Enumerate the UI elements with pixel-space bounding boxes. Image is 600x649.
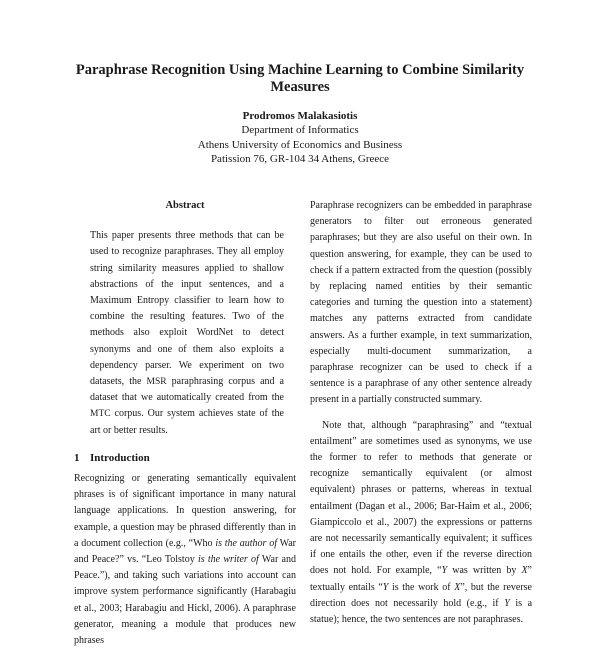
abstract-text xyxy=(74,228,296,439)
section-number: 1 xyxy=(74,451,80,464)
abstract-text-part: corpus. Our system achieves state of the art or better results. xyxy=(90,408,284,436)
intro-text-part: Recognizing or generating semantically equivalent phrases is of significant importance in many natural language applications. In question answering, for example, a question may be phrased differently than in a document collection (e.g., “Who xyxy=(74,473,296,549)
math-var-y: Y xyxy=(382,581,389,593)
author-address: Patission 76, GR-104 34 Athens, Greece xyxy=(210,153,390,166)
msr-acronym: MSR xyxy=(146,377,167,388)
author-name: Prodromos Malakasiotis xyxy=(242,110,358,122)
para-text-part: is the work of xyxy=(388,581,455,593)
right-paragraph-1: Paraphrase recognizers can be embedded in paraphrase generators to filter out erroneous generated paraphrases; but they are also useful on their own. In question answering, for example, they can be used to check if a pattern extracted from the question (possibly by replacing named entities by their semantic categories and turning the question into a statement) matches any patterns extracted from candidate answers. As a further example, in text summarization, especially multi-document summarization, a paraphrase recognizer can be used to check if a sentence is a paraphrase of any other sentence already present in a partially constructed summary. xyxy=(310,200,532,406)
math-var-x: X xyxy=(454,581,461,593)
right-column xyxy=(310,198,532,628)
author-university: Athens University of Economics and Business xyxy=(197,138,403,151)
intro-text-part: War and Peace.”), and taking such variations into account can improve system performance significantly (Harabagiu et al., 2003; Harabagiu and Hickl, 2006). A paraphrase generator, meaning a module that produces new phrases xyxy=(74,554,296,647)
para-text-part: ”, but the reverse direction does not necessarily hold (e.g., if xyxy=(310,581,532,609)
math-var-y: Y xyxy=(441,565,448,577)
paper-title: Paraphrase Recognition Using Machine Learning to Combine Similarity Measures xyxy=(75,62,525,95)
para-text-part: is a statue); hence, the two sentences are not paraphrases. xyxy=(310,597,533,626)
abstract-heading: Abstract xyxy=(165,200,205,211)
para-text-part: Note that, although “paraphrasing” and “textual entailment” are sometimes used as synonyms, we use the former to refer to methods that generate or recognize semantically equivalent (or almost equivalent) phrases or patterns, whereas in textual entailment (Dagan et al., 2006; Bar-Haim et al., 2006; Giampiccolo et al., 2007) the expressions or patterns are not necessarily semantically equivalent; it suffices if one entails the other, even if the reverse direction does not hold. For example, “ xyxy=(310,419,532,577)
abstract-text-part: This paper presents three methods that can be used to recognize paraphrases. They all employ string similarity measures applied to shallow abstractions of the input sentences, and a Maximum Entropy classifier to learn how to combine the resulting features. Two of the methods also exploit WordNet to detect synonyms and one of them also exploits a dependency parser. We experiment on two datasets, the xyxy=(90,230,284,388)
mtc-acronym: MTC xyxy=(90,409,111,420)
abstract-text-part: paraphrasing corpus and a dataset that we automatically created from the xyxy=(90,376,285,404)
math-var-x: X xyxy=(521,565,528,577)
introduction-paragraph xyxy=(74,471,296,649)
introduction-heading xyxy=(74,450,296,466)
intro-italic-phrase: is the author of xyxy=(215,537,277,549)
author-department: Department of Informatics xyxy=(241,124,359,137)
author-block xyxy=(100,109,500,167)
intro-text-part: War and Peace?” vs. “Leo Tolstoy xyxy=(74,537,296,566)
para-text-part: ” textually entails “ xyxy=(310,565,532,593)
right-paragraph-2 xyxy=(310,418,532,629)
section-title: Introduction xyxy=(90,451,150,464)
para-text-part: was written by xyxy=(447,565,522,577)
left-column xyxy=(74,198,296,649)
intro-italic-phrase: is the writer of xyxy=(197,554,259,566)
math-var-y: Y xyxy=(504,597,510,609)
